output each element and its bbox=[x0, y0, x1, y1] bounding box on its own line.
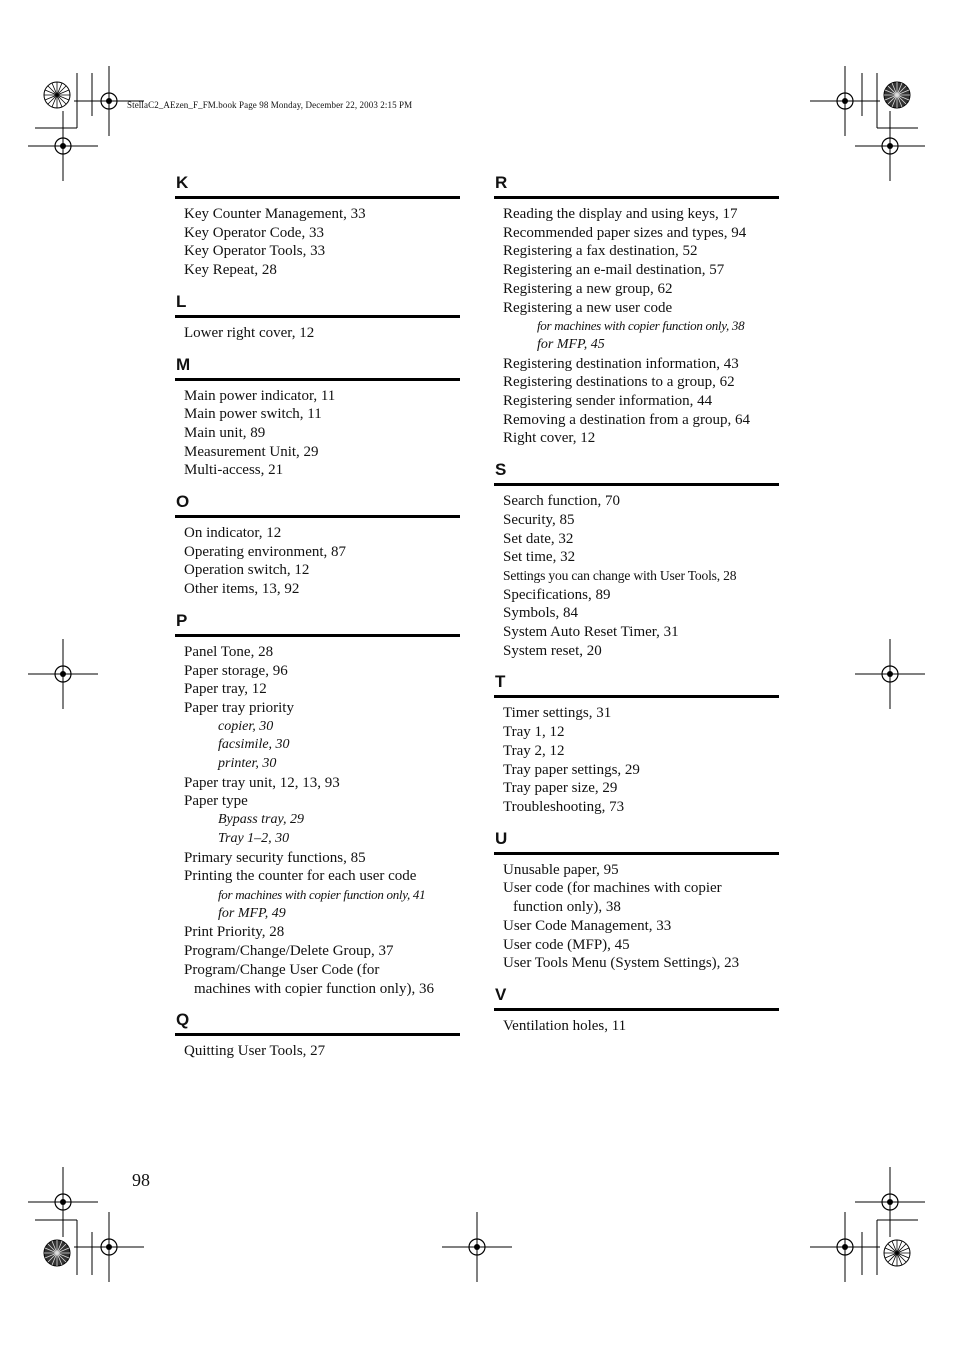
index-entry: On indicator, 12 bbox=[184, 525, 282, 542]
index-entry: Registering sender information, 44 bbox=[503, 393, 713, 410]
index-entry: Panel Tone, 28 bbox=[184, 643, 274, 660]
index-entry: Paper type bbox=[184, 793, 248, 810]
index-entry: Key Operator Tools, 33 bbox=[184, 243, 326, 260]
index-entry: Tray 2, 12 bbox=[503, 742, 565, 759]
index-entry: Registering destination information, 43 bbox=[503, 355, 739, 372]
index-subentry: printer, 30 bbox=[218, 756, 277, 772]
section-heading: U bbox=[495, 828, 508, 848]
index-entry: Main power indicator, 11 bbox=[184, 387, 336, 404]
index-entry: Other items, 13, 92 bbox=[184, 581, 300, 598]
index-entry: Troubleshooting, 73 bbox=[503, 798, 625, 815]
index-subentry: copier, 30 bbox=[218, 718, 274, 734]
section-heading: S bbox=[495, 460, 507, 480]
index-subentry: for MFP, 45 bbox=[537, 336, 605, 352]
index-entry: Key Repeat, 28 bbox=[184, 262, 277, 279]
section-heading: T bbox=[495, 672, 506, 692]
index-entry: Registering destinations to a group, 62 bbox=[503, 374, 735, 391]
index-entry: Registering a new group, 62 bbox=[503, 280, 673, 297]
index-entry: Operation switch, 12 bbox=[184, 562, 310, 579]
index-entry: Tray 1, 12 bbox=[503, 724, 565, 741]
section-heading: K bbox=[176, 173, 189, 192]
index-entry: Program/Change/Delete Group, 37 bbox=[184, 943, 394, 960]
page-number: 98 bbox=[132, 1170, 150, 1190]
index-entry: User code (MFP), 45 bbox=[503, 936, 630, 953]
index-subentry: Bypass tray, 29 bbox=[218, 812, 304, 828]
index-entry: Paper tray priority bbox=[184, 699, 294, 716]
index-subentry: for MFP, 49 bbox=[218, 905, 286, 921]
index-entry: Unusable paper, 95 bbox=[503, 861, 619, 878]
index-entry: Registering an e-mail destination, 57 bbox=[503, 262, 725, 279]
index-entry: Multi-access, 21 bbox=[184, 462, 284, 479]
index-entry: Set time, 32 bbox=[503, 549, 576, 566]
index-entry: Removing a destination from a group, 64 bbox=[503, 411, 751, 428]
index-entry: Paper storage, 96 bbox=[184, 662, 288, 679]
section-heading: O bbox=[176, 492, 190, 512]
index-entry: Timer settings, 31 bbox=[503, 705, 612, 722]
index-entry: Printing the counter for each user code bbox=[184, 868, 417, 885]
section-heading: R bbox=[495, 173, 508, 192]
index-entry: Operating environment, 87 bbox=[184, 543, 347, 560]
index-entry: System Auto Reset Timer, 31 bbox=[503, 624, 679, 641]
index-entry: User Code Management, 33 bbox=[503, 917, 672, 934]
index-entry: machines with copier function only), 36 bbox=[194, 980, 434, 997]
index-entry: Tray paper settings, 29 bbox=[503, 761, 640, 778]
index-entry: User code (for machines with copier bbox=[503, 880, 722, 897]
index-entry: Measurement Unit, 29 bbox=[184, 443, 319, 460]
section-heading: M bbox=[176, 354, 191, 374]
print-header: StellaC2_AEzen_F_FM.book Page 98 Monday, December 22, 2003 2:15 PM bbox=[127, 100, 413, 110]
index-subentry: for machines with copier function only, 41 bbox=[218, 886, 426, 902]
index-entry: Right cover, 12 bbox=[503, 430, 596, 447]
index-subentry: for machines with copier function only, 38 bbox=[537, 318, 745, 334]
index-entry: Ventilation holes, 11 bbox=[503, 1017, 627, 1034]
index-entry: Key Counter Management, 33 bbox=[184, 206, 366, 222]
index-entry: Recommended paper sizes and types, 94 bbox=[503, 224, 747, 241]
section-heading: V bbox=[495, 984, 507, 1004]
index-entry: Main unit, 89 bbox=[184, 424, 266, 441]
section-heading: L bbox=[176, 291, 187, 311]
index-entry: Search function, 70 bbox=[503, 493, 621, 510]
index-entry: Print Priority, 28 bbox=[184, 924, 285, 941]
index-subentry: Tray 1–2, 30 bbox=[218, 830, 290, 846]
section-heading: Q bbox=[176, 1010, 190, 1030]
index-entry: Symbols, 84 bbox=[503, 605, 579, 622]
index-entry: Set date, 32 bbox=[503, 530, 574, 547]
index-entry: Key Operator Code, 33 bbox=[184, 224, 324, 241]
index-entry: Specifications, 89 bbox=[503, 586, 611, 603]
index-entry: Main power switch, 11 bbox=[184, 406, 322, 423]
index-entry: Lower right cover, 12 bbox=[184, 324, 315, 341]
index-entry: User Tools Menu (System Settings), 23 bbox=[503, 955, 740, 972]
index-entry: Registering a fax destination, 52 bbox=[503, 243, 698, 260]
index-entry: Reading the display and using keys, 17 bbox=[503, 206, 738, 222]
index-entry: Quitting User Tools, 27 bbox=[184, 1043, 326, 1060]
section-heading: P bbox=[176, 610, 188, 630]
index-entry: Program/Change User Code (for bbox=[184, 961, 380, 978]
index-entry: Settings you can change with User Tools, 28 bbox=[503, 567, 737, 583]
index-entry: Paper tray, 12 bbox=[184, 681, 267, 698]
index-entry: Paper tray unit, 12, 13, 93 bbox=[184, 774, 340, 791]
index-entry: Registering a new user code bbox=[503, 299, 673, 316]
index-entry: Security, 85 bbox=[503, 511, 575, 528]
index-subentry: facsimile, 30 bbox=[218, 737, 290, 753]
index-entry: System reset, 20 bbox=[503, 642, 602, 659]
index-entry: Primary security functions, 85 bbox=[184, 849, 366, 866]
index-entry: Tray paper size, 29 bbox=[503, 780, 618, 797]
index-entry: function only), 38 bbox=[513, 899, 621, 916]
